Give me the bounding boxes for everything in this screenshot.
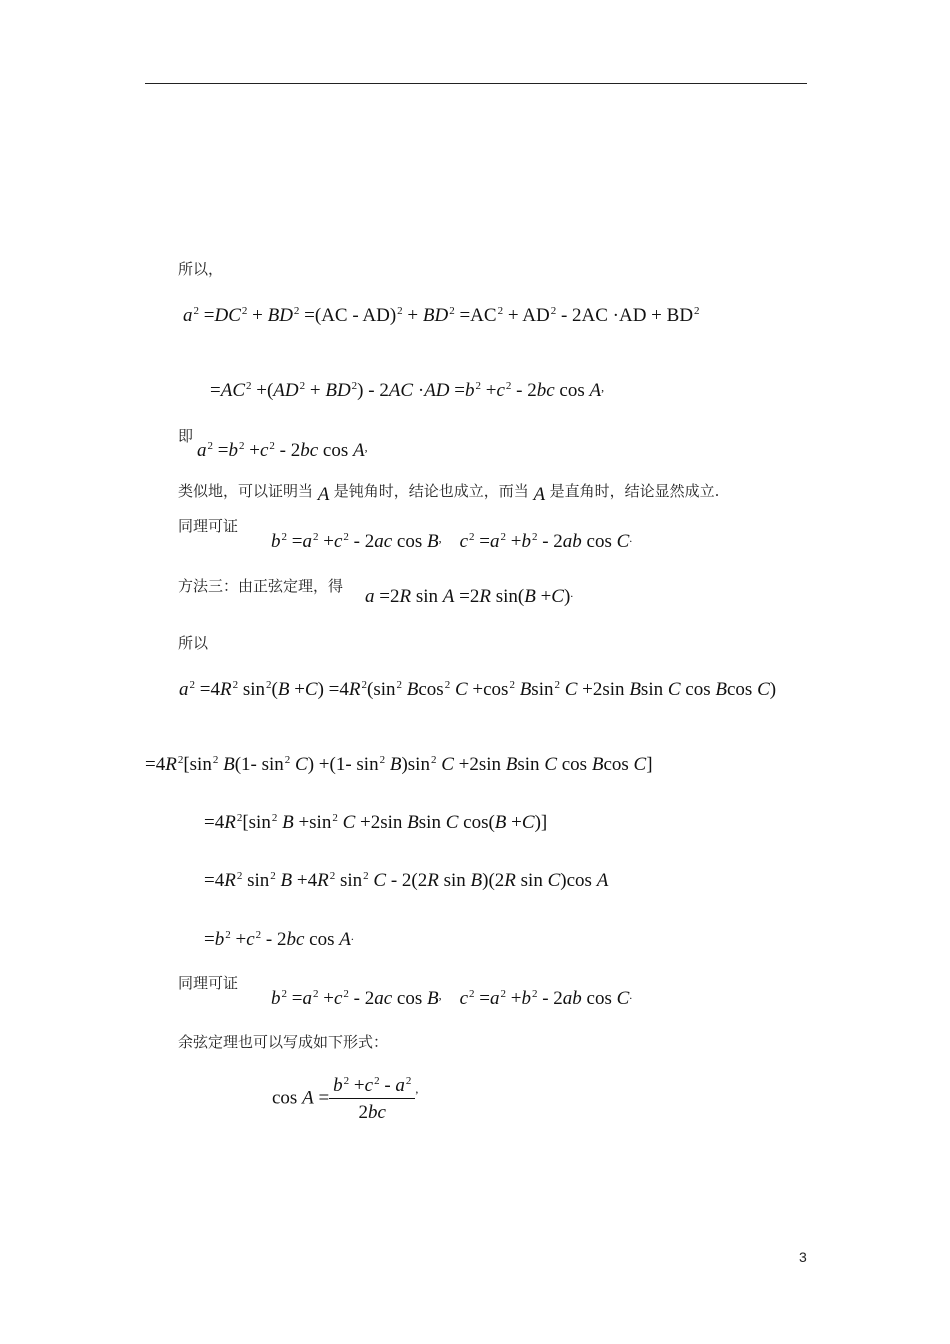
fraction: $\frac{b^2 +c^2 - a^2}{2bc}$ <box>329 1076 415 1122</box>
text-tongli: 同理可证 <box>178 517 239 535</box>
equation-a-squared-2: $=AC^2 +(AD^2 + BD^2) - 2AC \cdot AD =b^2 +c^2 - 2bc$ cos A, <box>210 379 605 401</box>
text-similarly: 类似地，可以证明当 <box>178 482 314 500</box>
equation-a-squared-1: $a^2 =DC^2 + BD^2 =(AC - AD)^2 + BD^2 =AC^2 + AD^2 - 2AC \cdot AD + BD^2$ <box>183 304 700 326</box>
equation-law-of-cosines-bc-2: $b^2 =a^2 +c^2 - 2ac$ cos B, $c^2 =a^2 +b^2 - 2ab$ cos C. <box>271 987 633 1009</box>
text-tongli-2: 同理可证 <box>178 974 239 992</box>
equation-expand-3: $=4R^2[\sin^2$ $B +\sin^2$ C +2sin Bsin C cos(B +C)] <box>204 811 548 833</box>
header-rule <box>145 83 807 84</box>
equation-cos-a-fraction: cos A = $\frac{b^2 +c^2 - a^2}{2bc}$ , <box>272 1074 419 1123</box>
text-similarly-line: 类似地，可以证明当 A 是钝角时，结论也成立，而当 A 是直角时，结论显然成立. <box>178 482 720 505</box>
text-method3: 方法三：由正弦定理，得 <box>178 577 344 595</box>
text-suoyi: 所以， <box>178 260 224 278</box>
equation-expand-4: $=4R^2$ $\sin^2 B +4R^2$ $\sin^2 C - 2(2R$ sin B)(2R sin C)cos A <box>204 869 609 891</box>
text-obtuse: 是钝角时，结论也成立，而当 <box>333 482 529 500</box>
equation-expand-2: $=4R^2[\sin^2$ B(1- $\sin^2 C) +(1-$ $\sin^2 B)\sin^2$ C +2sin Bsin C cos Bcos C] <box>145 753 653 775</box>
text-yuxian: 余弦定理也可以写成如下形式： <box>178 1033 389 1051</box>
text-ji: 即 <box>178 427 194 445</box>
text-suoyi-2: 所以 <box>178 634 209 652</box>
text-right-angle: 是直角时，结论显然成立. <box>549 482 720 500</box>
equation-law-of-cosines-a: $a^2 =b^2 +c^2 - 2bc$ cos A, <box>197 439 368 461</box>
equation-sine-law: a =2R sin A =2R sin(B +C). <box>365 586 574 607</box>
equation-expand-1: $a^2 =4R^2$ $\sin^2(B +C) =4R^2(\sin^2$ Bcos$^2$ $C +\cos^2$ Bsin$^2$ C +2sin Bsin C cos Bcos C) <box>179 678 777 700</box>
equation-law-of-cosines-bc-1: $b^2 =a^2 +c^2 - 2ac$ cos B, $c^2 =a^2 +b^2 - 2ab$ cos C. <box>271 530 633 552</box>
page-number: 3 <box>799 1249 807 1265</box>
equation-expand-5: $=b^2 +c^2 - 2bc$ cos A. <box>204 928 354 950</box>
